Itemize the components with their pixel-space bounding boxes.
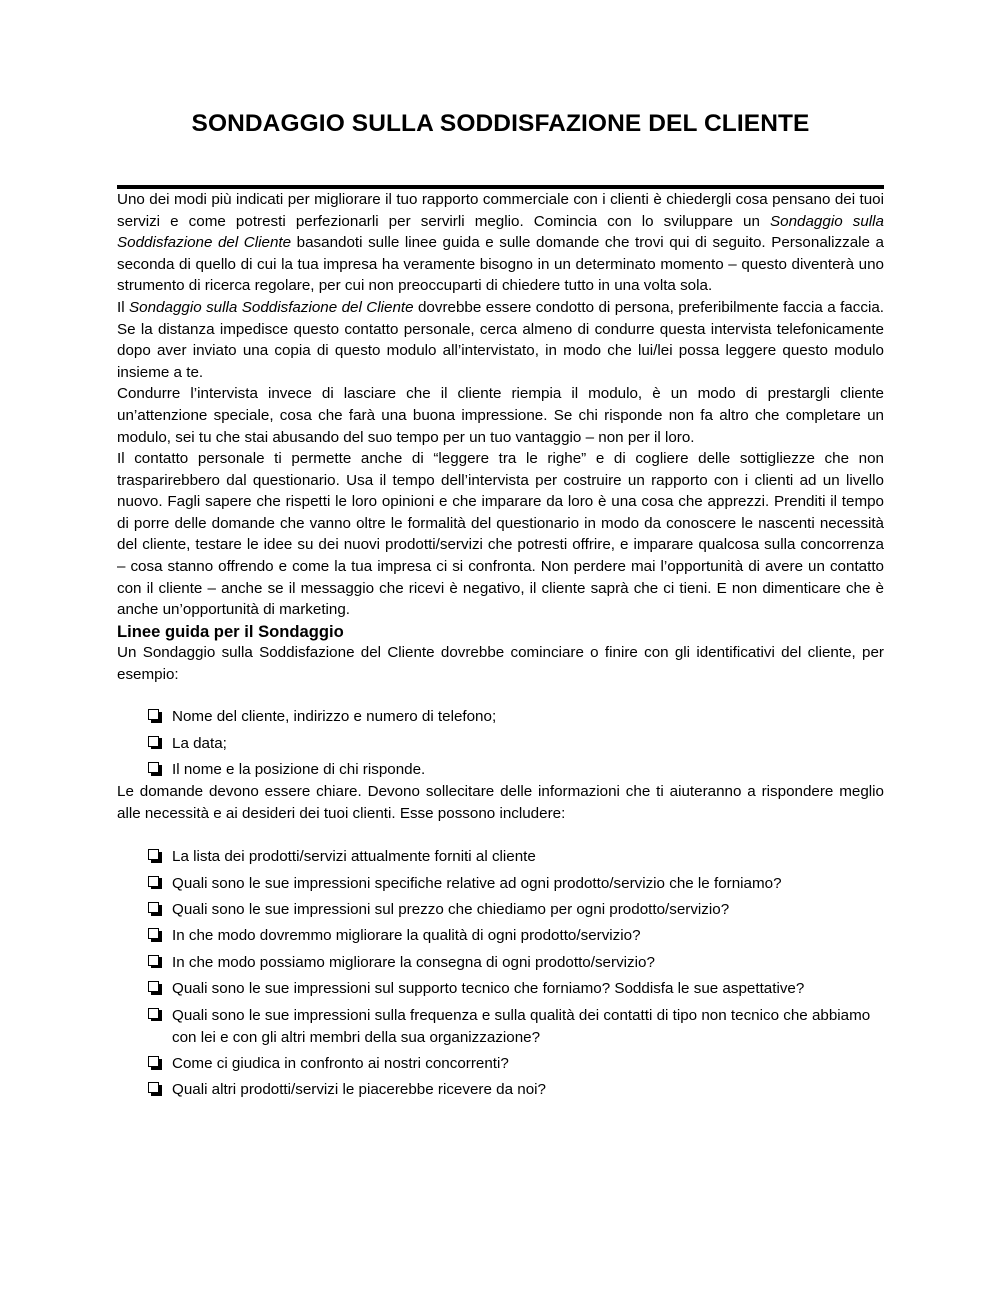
paragraph-2-text-after-italic: dovrebbe essere condotto di persona, preferibilmente faccia a faccia. Se la distanza impedisce questo contatto personale, cerca almeno di condurre questa intervista telefonicamente dopo aver inviato una copia di questo modulo all’intervistato, in modo che lui/lei possa leggere questo modulo insieme a te. (117, 299, 884, 381)
list-item-label: In che modo dovremmo migliorare la qualità di ogni prodotto/servizio? (172, 927, 641, 945)
list-item-label: Quali altri prodotti/servizi le piacerebbe ricevere da noi? (172, 1081, 546, 1099)
survey-name-italic-1: Sondaggio sulla Soddisfazione del Cliente (117, 212, 884, 252)
list-item[interactable] (117, 759, 884, 781)
checkbox-icon[interactable] (148, 849, 161, 862)
list-item[interactable] (117, 1079, 884, 1101)
intro-paragraph-3: Condurre l’intervista invece di lasciare che il cliente riempia il modulo, è un modo di prestargli cliente un’attenzione speciale, cosa che farà una buona impressione. Se chi risponde non fa altro che completare un modulo, sei tu che stai abusando del suo tempo per un tuo vantaggio – non per il loro. (117, 385, 884, 446)
section-heading-guidelines: Linee guida per il Sondaggio (117, 621, 344, 641)
checkbox-icon[interactable] (148, 1056, 161, 1069)
list-item[interactable] (117, 1053, 884, 1075)
list-item-label: La lista dei prodotti/servizi attualmente forniti al cliente (172, 848, 536, 866)
list-item-label: Quali sono le sue impressioni specifiche relative ad ogni prodotto/servizio che le forniamo? (172, 874, 782, 892)
list-item-label: Quali sono le sue impressioni sul supporto tecnico che forniamo? Soddisfa le sue aspettative? (172, 980, 805, 998)
list-item[interactable] (117, 978, 884, 1000)
page-title: SONDAGGIO SULLA SODDISFAZIONE DEL CLIENTE (191, 110, 810, 137)
list-item-label: Il nome e la posizione di chi risponde. (172, 761, 426, 779)
checkbox-icon[interactable] (148, 1082, 161, 1095)
checkbox-icon[interactable] (148, 709, 161, 722)
list-item-label: Quali sono le sue impressioni sul prezzo che chiediamo per ogni prodotto/servizio? (172, 901, 730, 919)
document-content (117, 0, 884, 1101)
checkbox-icon[interactable] (148, 902, 161, 915)
question-checklist (117, 846, 884, 1101)
checkbox-icon[interactable] (148, 762, 161, 775)
list-item-label: Come ci giudica in confronto ai nostri concorrenti? (172, 1054, 509, 1072)
list-item[interactable] (117, 952, 884, 974)
list-item-label: Quali sono le sue impressioni sulla frequenza e sulla qualità dei contatti di tipo non tecnico che abbiamo con lei e con gli altri membri della sua organizzazione? (172, 1006, 871, 1046)
checkbox-icon[interactable] (148, 955, 161, 968)
identifier-checklist (117, 706, 884, 781)
section-intro-paragraph: Un Sondaggio sulla Soddisfazione del Cliente dovrebbe cominciare o finire con gli identificativi del cliente, per esempio: (117, 644, 884, 683)
paragraph-1-text-after-italic: basandoti sulle linee guida e sulle domande che trovi qui di seguito. Personalizzale a seconda di quello di cui la tua impresa ha veramente bisogno in un determinato momento – questo diventerà uno strumento di ricerca regolare, per cui non preoccuparti di chiedere tutto in una volta sola. (117, 234, 884, 295)
questions-intro-paragraph: Le domande devono essere chiare. Devono sollecitare delle informazioni che ti aiuteranno a rispondere meglio alle necessità e ai desideri dei tuoi clienti. Esse possono includere: (117, 783, 884, 822)
list-item[interactable] (117, 1005, 884, 1049)
list-item[interactable] (117, 733, 884, 755)
list-item[interactable] (117, 873, 884, 895)
paragraph-2-text-before-italic: Il (117, 299, 130, 317)
paragraph-1-text-before-italic: Uno dei modi più indicati per migliorare il tuo rapporto commerciale con i clienti è chiedergli cosa pensano dei tuoi servizi e come potresti perfezionarli per servirli meglio. Comincia con lo sviluppare un (117, 191, 884, 230)
checkbox-icon[interactable] (148, 1008, 161, 1021)
intro-paragraph-2 (117, 297, 884, 383)
intro-paragraph-4: Il contatto personale ti permette anche di “leggere tra le righe” e di cogliere delle sottigliezze che non trasparirebbero dal questionario. Usa il tempo dell’intervista per costruire un rapporto con i clienti ad un livello nuovo. Fagli sapere che rispetti le loro opinioni e che imparare da loro è una cosa che apprezzi. Prenditi il tempo di porre delle domande che vanno oltre le formalità del questionario in modo da conoscere le nascenti necessità del cliente, testare le idee su dei nuovi prodotti/servizi che potresti offrire, e imparare qualcosa sulla concorrenza – cosa stanno offrendo e come la tua impresa ci si confronta. Non perdere mai l’opportunità di avere un contatto con il cliente – anche se il messaggio che ricevi è negativo, il cliente saprà che ci tieni. E non dimenticare che è anche un’opportunità di marketing. (117, 450, 884, 619)
checkbox-icon[interactable] (148, 876, 161, 889)
list-item[interactable] (117, 899, 884, 921)
checkbox-icon[interactable] (148, 736, 161, 749)
survey-name-italic-2: Sondaggio sulla Soddisfazione del Cliente (129, 299, 414, 317)
list-item[interactable] (117, 706, 884, 728)
list-item[interactable] (117, 925, 884, 947)
list-item-label: La data; (172, 734, 227, 752)
list-item[interactable] (117, 846, 884, 868)
checkbox-icon[interactable] (148, 928, 161, 941)
list-item-label: In che modo possiamo migliorare la consegna di ogni prodotto/servizio? (172, 953, 655, 971)
intro-paragraph-1 (117, 189, 884, 297)
list-item-label: Nome del cliente, indirizzo e numero di telefono; (172, 708, 497, 726)
checkbox-icon[interactable] (148, 981, 161, 994)
